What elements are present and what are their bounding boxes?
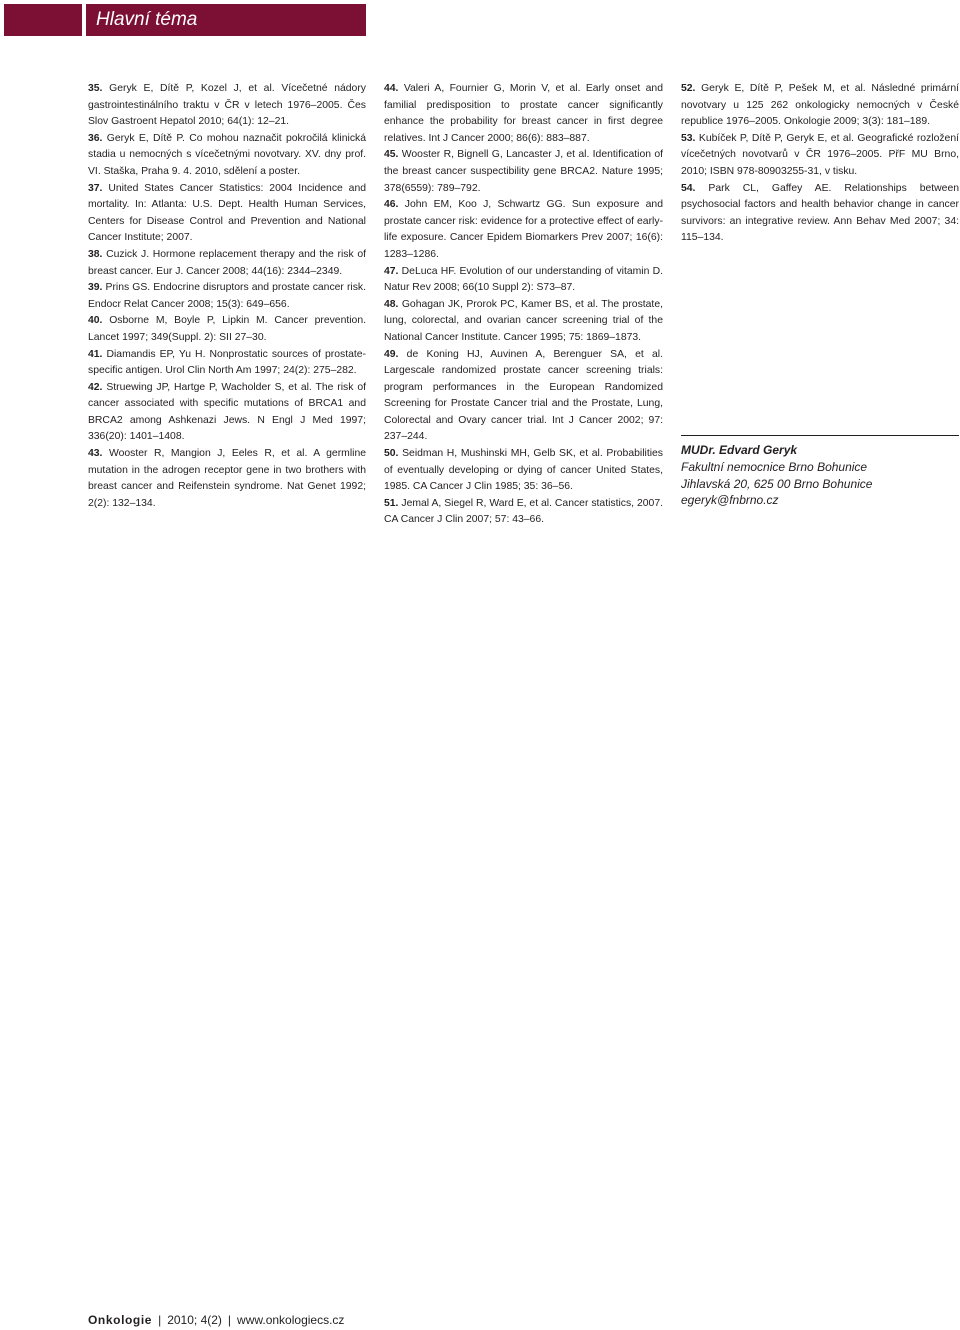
page-footer	[88, 1313, 344, 1327]
reference-number: 39.	[88, 282, 103, 294]
reference-item	[384, 264, 663, 297]
reference-text: Geryk E, Dítě P, Kozel J, et al. Vícečetné nádory gastrointestinálního traktu v ČR v letech 1976–2005. Čes Slov Gastroent Hepatol 2010; 64(1): 12–21.	[88, 83, 366, 128]
reference-text: Valeri A, Fournier G, Morin V, et al. Early onset and familial predisposition to prostate cancer significantly enhance the probability for breast cancer in first degree relatives. Int J Cancer 2000; 86(6): 883–887.	[384, 83, 663, 144]
footer-journal: Onkologie	[88, 1313, 153, 1327]
reference-item	[384, 297, 663, 347]
reference-number: 48.	[384, 298, 399, 310]
reference-number: 51.	[384, 497, 399, 509]
reference-item	[384, 496, 663, 529]
reference-item	[88, 446, 366, 512]
reference-text: Gohagan JK, Prorok PC, Kamer BS, et al. The prostate, lung, colorectal, and ovarian cancer screening trial of the National Cancer Institute. Cancer 1995; 75: 1869–1873.	[384, 298, 663, 343]
reference-item	[681, 181, 959, 247]
reference-item	[88, 313, 366, 346]
reference-number: 45.	[384, 149, 399, 161]
references-column-2	[384, 81, 663, 529]
reference-text: Prins GS. Endocrine disruptors and prostate cancer risk. Endocr Relat Cancer 2008; 15(3): 649–656.	[88, 282, 366, 310]
reference-number: 47.	[384, 265, 399, 277]
reference-text: John EM, Koo J, Schwartz GG. Sun exposure and prostate cancer risk: evidence for a protective effect of early-life exposure. Cancer Epidem Biomarkers Prev 2007; 16(6): 1283–1286.	[384, 199, 663, 260]
reference-text: de Koning HJ, Auvinen A, Berenguer SA, et al. Largescale randomized prostate cancer screening trials: program performances in the European Randomized Screening for Prostate Cancer trial and the Prostate, Lung, Colorectal and Ovary cancer trial. Int J Cancer 2002; 97: 237–244.	[384, 348, 663, 443]
reference-text: United States Cancer Statistics: 2004 Incidence and mortality. In: Atlanta: U.S. Dept. Health Human Services, Centers for Disease Control and Prevention and National Cancer Institute; 2007.	[88, 182, 367, 244]
footer-separator: |	[158, 1313, 162, 1327]
author-institution: Fakultní nemocnice Brno Bohunice	[681, 459, 868, 474]
author-address: Jihlavská 20, 625 00 Brno Bohunice	[681, 476, 873, 491]
header-bar	[86, 4, 366, 36]
reference-item	[88, 247, 366, 280]
reference-number: 37.	[88, 182, 103, 194]
reference-text: Cuzick J. Hormone replacement therapy and the risk of breast cancer. Eur J. Cancer 2008; 44(16): 2344–2349.	[88, 248, 367, 277]
footer-separator: |	[227, 1313, 232, 1327]
reference-number: 49.	[384, 348, 399, 360]
footer-issue: 2010; 4(2)	[167, 1313, 222, 1327]
reference-number: 44.	[384, 83, 399, 94]
reference-item	[88, 280, 366, 313]
reference-item	[384, 81, 663, 147]
reference-item	[88, 181, 366, 247]
reference-number: 54.	[681, 182, 696, 194]
references-column-3	[681, 81, 959, 247]
reference-number: 41.	[88, 348, 103, 360]
reference-text: Wooster R, Mangion J, Eeles R, et al. A germline mutation in the adrogen receptor gene in two brothers with breast cancer and Reifenstein syndrome. Nat Genet 1992; 2(2): 132–134.	[88, 448, 367, 509]
reference-number: 35.	[88, 83, 103, 94]
author-name: MUDr. Edvard Geryk	[681, 443, 798, 457]
reference-number: 46.	[384, 199, 399, 211]
reference-item	[88, 347, 366, 380]
reference-text: Geryk E, Dítě P, Pešek M, et al. Následné primární novotvary u 125 262 onkologicky nemocných v České republice 1976–2005. Onkologie 2009; 3(3): 181–189.	[681, 83, 959, 128]
reference-text: Geryk E, Dítě P. Co mohou naznačit pokročilá klinická stadia u nemocných s vícečetnými novotvary. XV. dny prof. VI. Staška, Praha 9. 4. 2010, sdělení a poster.	[88, 132, 366, 177]
reference-number: 52.	[681, 83, 696, 94]
reference-item	[681, 131, 959, 181]
reference-item	[384, 147, 663, 197]
reference-item	[681, 81, 959, 131]
reference-text: Osborne M, Boyle P, Lipkin M. Cancer prevention. Lancet 1997; 349(Suppl. 2): SII 27–30.	[88, 315, 366, 343]
reference-text: DeLuca HF. Evolution of our understanding of vitamin D. Natur Rev 2008; 66(10 Suppl 2): S73–87.	[384, 265, 663, 294]
reference-text: Diamandis EP, Yu H. Nonprostatic sources of prostate-specific antigen. Urol Clin North Am 1997; 24(2): 275–282.	[88, 348, 366, 377]
reference-item	[384, 446, 663, 496]
section-title: Hlavní téma	[96, 9, 198, 30]
reference-item	[384, 347, 663, 447]
reference-number: 43.	[88, 448, 103, 460]
footer-website[interactable]: www.onkologiecs.cz	[237, 1313, 345, 1327]
reference-number: 53.	[681, 132, 696, 144]
reference-item	[88, 81, 366, 131]
reference-number: 42.	[88, 381, 103, 393]
reference-number: 50.	[384, 448, 399, 460]
references-column-1	[88, 81, 366, 512]
header-accent-block	[4, 4, 82, 36]
reference-text: Jemal A, Siegel R, Ward E, et al. Cancer statistics, 2007. CA Cancer J Clin 2007; 57: 43–66.	[384, 497, 663, 526]
reference-item	[384, 197, 663, 263]
reference-item	[88, 131, 366, 181]
reference-text: Kubíček P, Dítě P, Geryk E, et al. Geografické rozložení vícečetných novotvarů v ČR 1976–2005. PřF MU Brno, 2010; ISBN 978-80903255-31, v tisku.	[681, 132, 959, 177]
reference-number: 38.	[88, 248, 103, 260]
reference-text: Wooster R, Bignell G, Lancaster J, et al. Identification of the breast cancer suspectibility gene BRCA2. Nature 1995; 378(6559): 789–792.	[384, 149, 663, 194]
section-header	[4, 4, 366, 36]
reference-item	[88, 380, 366, 446]
author-contact	[681, 435, 959, 509]
author-email[interactable]: egeryk@fnbrno.cz	[681, 493, 779, 508]
reference-text: Park CL, Gaffey AE. Relationships between psychosocial factors and health behavior change in cancer survivors: an integrative review. Ann Behav Med 2007; 34: 115–134.	[681, 182, 960, 244]
reference-number: 36.	[88, 132, 103, 144]
reference-text: Seidman H, Mushinski MH, Gelb SK, et al. Probabilities of eventually developing or dying of cancer United States, 1985. CA Cancer J Clin 1985; 35: 36–56.	[384, 448, 663, 493]
reference-number: 40.	[88, 315, 103, 327]
reference-text: Struewing JP, Hartge P, Wacholder S, et al. The risk of cancer associated with specific mutations of BRCA1 and BRCA2 among Ashkenazi Jews. N Engl J Med 1997; 336(20): 1401–1408.	[88, 381, 367, 443]
